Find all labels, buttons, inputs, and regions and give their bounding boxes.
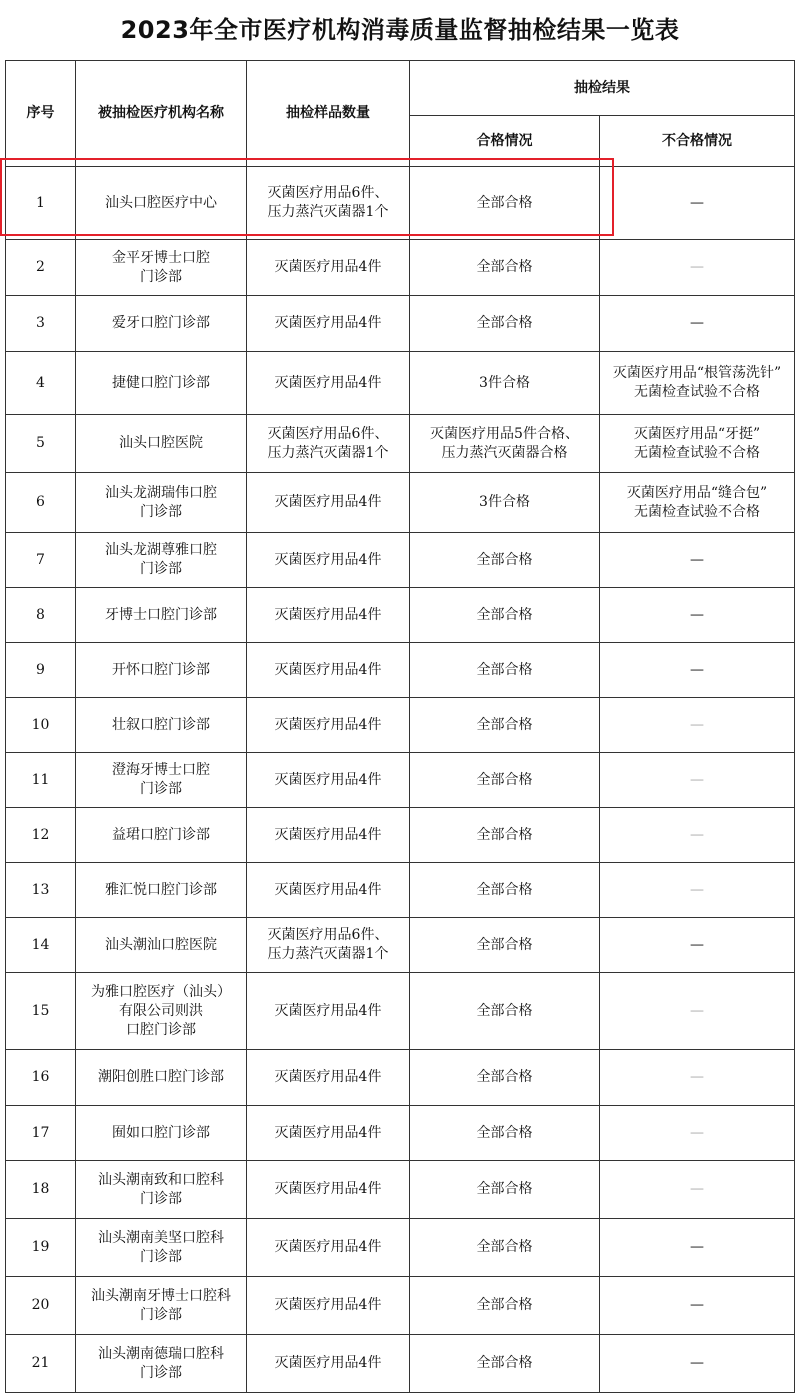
cell-institution (76, 863, 247, 918)
cell-institution-line: 门诊部 (140, 1190, 182, 1207)
cell-institution-line: 汕头潮南美坚口腔科 (98, 1229, 224, 1246)
cell-unqualified-line: — (690, 881, 704, 898)
cell-qualified (410, 698, 600, 753)
cell-institution-line: 益珺口腔门诊部 (112, 826, 210, 843)
cell-unqualified (600, 533, 795, 588)
cell-samples-line: 灭菌医疗用品4件 (274, 551, 382, 568)
cell-qualified (410, 643, 600, 698)
cell-qualified-line: 全部合格 (476, 661, 533, 678)
cell-institution-line: 捷健口腔门诊部 (112, 374, 210, 391)
cell-qualified-line: 3件合格 (479, 494, 530, 510)
cell-institution-line: 汕头潮南致和口腔科 (98, 1171, 224, 1188)
cell-unqualified-line: — (690, 1002, 704, 1019)
cell-samples-line: 灭菌医疗用品6件、 (267, 927, 389, 943)
cell-institution-line: 有限公司则洪 (119, 1002, 203, 1019)
cell-institution-line: 澄海牙博士口腔 (112, 762, 210, 778)
cell-institution-line: 金平牙博士口腔 (112, 249, 210, 266)
table-row (6, 1219, 795, 1277)
cell-unqualified-line: — (690, 1069, 704, 1085)
cell-qualified (410, 753, 600, 808)
cell-index-line: 18 (31, 1181, 50, 1197)
cell-qualified-line: 3件合格 (479, 374, 530, 391)
cell-index (6, 1050, 76, 1106)
results-table (5, 60, 795, 1393)
cell-institution (76, 1277, 247, 1335)
cell-institution (76, 240, 247, 296)
table-row (6, 753, 795, 808)
cell-qualified-line: 全部合格 (476, 315, 533, 331)
cell-institution (76, 1161, 247, 1219)
cell-index-line: 2 (36, 259, 45, 275)
cell-unqualified-line: 灭菌医疗用品“缝合包” (626, 484, 768, 501)
cell-samples-line: 灭菌医疗用品6件、 (267, 185, 389, 201)
cell-unqualified (600, 918, 795, 973)
cell-institution-line: 门诊部 (140, 1364, 182, 1381)
cell-unqualified-line: — (690, 936, 704, 953)
cell-index (6, 918, 76, 973)
cell-unqualified-line: — (690, 1239, 704, 1255)
cell-unqualified (600, 863, 795, 918)
cell-samples-line: 灭菌医疗用品4件 (274, 606, 382, 623)
page-title: 2023年全市医疗机构消毒质量监督抽检结果一览表 (120, 16, 680, 44)
cell-index (6, 698, 76, 753)
table-row (6, 1335, 795, 1393)
cell-samples-line: 灭菌医疗用品4件 (274, 1355, 382, 1371)
cell-index (6, 296, 76, 352)
cell-index (6, 533, 76, 588)
cell-unqualified-line: — (690, 551, 704, 568)
cell-institution-line: 汕头龙湖瑞伟口腔 (105, 484, 217, 501)
header-samples: 抽检样品数量 (247, 61, 410, 167)
cell-samples-line: 灭菌医疗用品4件 (274, 1181, 382, 1197)
cell-institution-line: 为雅口腔医疗（汕头） (91, 983, 231, 1000)
table-row (6, 643, 795, 698)
cell-index-line: 12 (31, 826, 50, 843)
cell-institution (76, 698, 247, 753)
cell-index-line: 20 (31, 1297, 50, 1313)
cell-institution-line: 门诊部 (140, 1306, 182, 1323)
cell-unqualified-line: — (690, 194, 704, 211)
cell-index (6, 973, 76, 1050)
cell-qualified-line: 全部合格 (476, 936, 533, 953)
cell-unqualified (600, 588, 795, 643)
cell-qualified (410, 296, 600, 352)
cell-index (6, 863, 76, 918)
table-row (6, 296, 795, 352)
header-unqualified: 不合格情况 (600, 116, 795, 167)
cell-institution-line: 开怀口腔门诊部 (112, 661, 210, 678)
cell-samples (247, 533, 410, 588)
cell-unqualified-line: 无菌检查试验不合格 (634, 384, 760, 400)
cell-index-line: 7 (36, 551, 45, 568)
cell-samples-line: 灭菌医疗用品4件 (274, 1124, 382, 1141)
cell-institution (76, 1106, 247, 1161)
cell-index (6, 1161, 76, 1219)
cell-index-line: 9 (36, 661, 45, 678)
cell-institution-line: 牙博士口腔门诊部 (105, 606, 217, 623)
cell-samples (247, 698, 410, 753)
cell-institution-line: 门诊部 (140, 1248, 182, 1265)
cell-samples-line: 灭菌医疗用品4件 (274, 771, 382, 788)
table-row (6, 1277, 795, 1335)
cell-institution (76, 296, 247, 352)
cell-index-line: 11 (31, 771, 50, 788)
cell-institution-line: 口腔门诊部 (126, 1021, 196, 1038)
cell-institution-line: 门诊部 (140, 781, 182, 797)
cell-unqualified (600, 1277, 795, 1335)
cell-samples-line: 灭菌医疗用品4件 (274, 315, 382, 331)
cell-samples (247, 808, 410, 863)
cell-index-line: 6 (36, 494, 45, 510)
cell-qualified-line: 全部合格 (476, 1297, 533, 1313)
cell-samples (247, 352, 410, 415)
cell-qualified-line: 全部合格 (476, 1181, 533, 1197)
table-row (6, 1050, 795, 1106)
cell-samples-line: 灭菌医疗用品4件 (274, 259, 382, 275)
cell-index (6, 167, 76, 240)
table-row (6, 533, 795, 588)
cell-qualified (410, 167, 600, 240)
table-row (6, 1106, 795, 1161)
cell-index-line: 14 (31, 936, 50, 953)
cell-index (6, 1335, 76, 1393)
table-row (6, 473, 795, 533)
cell-qualified (410, 240, 600, 296)
cell-index (6, 643, 76, 698)
cell-samples (247, 240, 410, 296)
cell-samples-line: 灭菌医疗用品4件 (274, 1239, 382, 1255)
cell-institution-line: 雅汇悦口腔门诊部 (105, 881, 217, 898)
cell-index-line: 13 (31, 881, 50, 898)
cell-index (6, 473, 76, 533)
cell-samples (247, 588, 410, 643)
cell-samples (247, 1335, 410, 1393)
cell-index-line: 5 (36, 435, 45, 451)
cell-qualified-line: 全部合格 (476, 1355, 533, 1371)
cell-samples-line: 灭菌医疗用品4件 (274, 494, 382, 510)
cell-unqualified (600, 1161, 795, 1219)
cell-samples (247, 1106, 410, 1161)
cell-qualified (410, 1106, 600, 1161)
cell-samples-line: 灭菌医疗用品4件 (274, 1002, 382, 1019)
table-row (6, 808, 795, 863)
cell-index-line: 8 (36, 606, 45, 623)
cell-qualified-line: 全部合格 (476, 826, 533, 843)
cell-qualified (410, 473, 600, 533)
cell-institution (76, 352, 247, 415)
cell-unqualified (600, 240, 795, 296)
cell-unqualified (600, 1219, 795, 1277)
cell-index (6, 1219, 76, 1277)
cell-institution-line: 壮叙口腔门诊部 (112, 716, 210, 733)
cell-unqualified-line: — (690, 1355, 704, 1371)
cell-unqualified-line: — (690, 771, 704, 788)
cell-institution-line: 爱牙口腔门诊部 (112, 315, 210, 331)
cell-samples (247, 415, 410, 473)
cell-index (6, 240, 76, 296)
cell-qualified (410, 533, 600, 588)
cell-index-line: 15 (31, 1002, 50, 1019)
cell-qualified-line: 压力蒸汽灭菌器合格 (441, 444, 568, 461)
cell-unqualified-line: — (690, 826, 704, 843)
cell-qualified (410, 918, 600, 973)
cell-samples (247, 1277, 410, 1335)
header-qualified: 合格情况 (410, 116, 600, 167)
cell-unqualified-line: — (690, 259, 704, 275)
cell-index (6, 588, 76, 643)
cell-qualified-line: 全部合格 (476, 716, 533, 733)
cell-institution (76, 588, 247, 643)
cell-qualified (410, 352, 600, 415)
cell-institution-line: 汕头龙湖尊雅口腔 (105, 542, 217, 558)
cell-index-line: 19 (31, 1239, 50, 1255)
table-body (6, 167, 795, 1393)
cell-unqualified (600, 698, 795, 753)
cell-index (6, 808, 76, 863)
cell-qualified-line: 灭菌医疗用品5件合格、 (430, 425, 579, 442)
cell-samples (247, 753, 410, 808)
cell-unqualified (600, 808, 795, 863)
cell-index-line: 10 (31, 716, 50, 733)
cell-unqualified-line: — (690, 1297, 704, 1313)
cell-samples-line: 压力蒸汽灭菌器1个 (267, 946, 389, 962)
table-row (6, 1161, 795, 1219)
cell-institution (76, 415, 247, 473)
cell-institution-line: 汕头潮南德瑞口腔科 (98, 1345, 224, 1362)
cell-samples (247, 1219, 410, 1277)
cell-samples-line: 灭菌医疗用品6件、 (267, 425, 389, 442)
cell-index-line: 21 (31, 1355, 50, 1371)
cell-unqualified (600, 296, 795, 352)
cell-institution-line: 潮阳创胜口腔门诊部 (98, 1069, 224, 1085)
cell-unqualified-line: 灭菌医疗用品“牙挺” (633, 425, 761, 442)
cell-unqualified (600, 415, 795, 473)
cell-institution-line: 汕头潮汕口腔医院 (105, 936, 217, 953)
cell-index (6, 1106, 76, 1161)
cell-samples (247, 1050, 410, 1106)
cell-index (6, 415, 76, 473)
table-row (6, 167, 795, 240)
table-row (6, 698, 795, 753)
table-row (6, 352, 795, 415)
cell-qualified-line: 全部合格 (476, 1124, 533, 1141)
cell-index (6, 352, 76, 415)
cell-unqualified-line: — (690, 716, 704, 733)
cell-qualified (410, 1219, 600, 1277)
cell-institution (76, 533, 247, 588)
table-row (6, 240, 795, 296)
cell-unqualified (600, 473, 795, 533)
cell-unqualified-line: 无菌检查试验不合格 (634, 503, 760, 520)
header-result-group: 抽检结果 (410, 61, 795, 116)
cell-unqualified (600, 1335, 795, 1393)
cell-unqualified-line: — (690, 1181, 704, 1197)
cell-unqualified (600, 1050, 795, 1106)
cell-qualified (410, 588, 600, 643)
cell-samples-line: 灭菌医疗用品4件 (274, 661, 382, 678)
cell-index-line: 1 (36, 194, 45, 211)
header-institution: 被抽检医疗机构名称 (76, 61, 247, 167)
cell-samples (247, 473, 410, 533)
cell-samples-line: 灭菌医疗用品4件 (274, 716, 382, 733)
cell-unqualified-line: — (690, 661, 704, 678)
cell-institution (76, 918, 247, 973)
cell-samples-line: 压力蒸汽灭菌器1个 (267, 444, 389, 461)
cell-qualified (410, 1277, 600, 1335)
cell-unqualified (600, 352, 795, 415)
cell-unqualified (600, 973, 795, 1050)
cell-qualified (410, 863, 600, 918)
cell-institution (76, 1219, 247, 1277)
cell-unqualified-line: — (690, 606, 704, 623)
cell-institution (76, 167, 247, 240)
cell-institution-line: 汕头口腔医院 (119, 435, 203, 451)
cell-institution (76, 1335, 247, 1393)
cell-institution (76, 473, 247, 533)
cell-samples (247, 296, 410, 352)
cell-samples (247, 1161, 410, 1219)
cell-institution (76, 973, 247, 1050)
cell-index-line: 3 (36, 315, 45, 331)
cell-samples (247, 643, 410, 698)
cell-institution (76, 1050, 247, 1106)
cell-index (6, 1277, 76, 1335)
cell-institution (76, 643, 247, 698)
cell-unqualified (600, 753, 795, 808)
cell-institution (76, 753, 247, 808)
cell-institution-line: 囿如口腔门诊部 (112, 1124, 210, 1141)
cell-samples-line: 灭菌医疗用品4件 (274, 1069, 382, 1085)
cell-qualified-line: 全部合格 (476, 1069, 533, 1085)
cell-qualified-line: 全部合格 (476, 1002, 533, 1019)
cell-unqualified (600, 167, 795, 240)
cell-unqualified (600, 643, 795, 698)
cell-index (6, 753, 76, 808)
cell-institution-line: 汕头口腔医疗中心 (105, 194, 217, 211)
cell-institution (76, 808, 247, 863)
cell-samples-line: 灭菌医疗用品4件 (274, 826, 382, 843)
cell-samples (247, 918, 410, 973)
cell-qualified (410, 1161, 600, 1219)
cell-unqualified-line: — (690, 1124, 704, 1141)
cell-samples-line: 灭菌医疗用品4件 (274, 1297, 382, 1313)
cell-samples (247, 973, 410, 1050)
cell-samples-line: 灭菌医疗用品4件 (274, 374, 382, 391)
cell-qualified-line: 全部合格 (476, 771, 533, 788)
cell-samples (247, 167, 410, 240)
cell-qualified-line: 全部合格 (476, 1239, 533, 1255)
cell-unqualified-line: 无菌检查试验不合格 (634, 444, 760, 461)
cell-qualified-line: 全部合格 (476, 259, 533, 275)
cell-qualified (410, 1335, 600, 1393)
cell-qualified-line: 全部合格 (476, 881, 533, 898)
cell-qualified-line: 全部合格 (476, 194, 533, 211)
cell-unqualified (600, 1106, 795, 1161)
cell-index-line: 16 (31, 1069, 50, 1085)
cell-index-line: 4 (36, 374, 45, 391)
cell-qualified (410, 415, 600, 473)
cell-institution-line: 门诊部 (140, 561, 182, 577)
cell-unqualified-line: 灭菌医疗用品“根管荡洗针” (612, 365, 782, 381)
table-row (6, 918, 795, 973)
table-row (6, 588, 795, 643)
header-index: 序号 (6, 61, 76, 167)
cell-qualified (410, 973, 600, 1050)
table-row (6, 973, 795, 1050)
cell-institution-line: 门诊部 (140, 268, 182, 285)
cell-samples-line: 灭菌医疗用品4件 (274, 881, 382, 898)
cell-unqualified-line: — (690, 315, 704, 331)
cell-samples (247, 863, 410, 918)
cell-samples-line: 压力蒸汽灭菌器1个 (267, 204, 389, 220)
cell-institution-line: 汕头潮南牙博士口腔科 (91, 1287, 231, 1304)
cell-qualified (410, 808, 600, 863)
cell-qualified-line: 全部合格 (476, 551, 533, 568)
cell-qualified (410, 1050, 600, 1106)
table-row (6, 415, 795, 473)
cell-institution-line: 门诊部 (140, 503, 182, 520)
cell-qualified-line: 全部合格 (476, 606, 533, 623)
table-row (6, 863, 795, 918)
cell-index-line: 17 (31, 1124, 50, 1141)
